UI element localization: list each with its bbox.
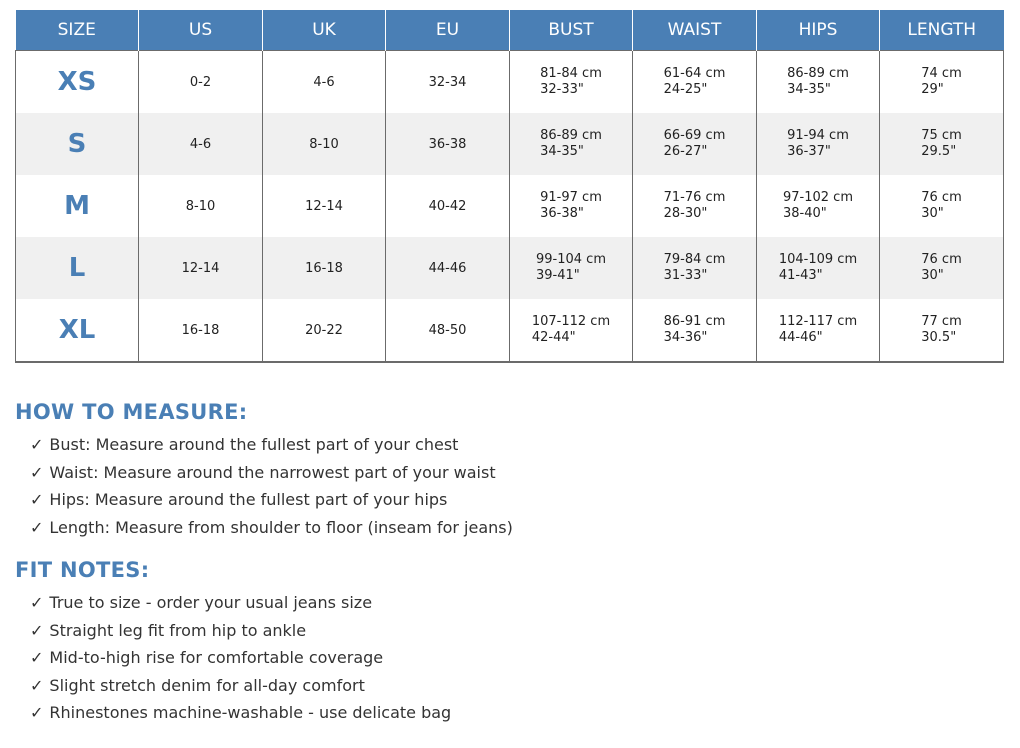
length-cell [880, 237, 1004, 299]
waist-inches: 28-30" [663, 206, 708, 221]
hips-inches: 36-37" [787, 144, 831, 159]
header-uk: UK [263, 10, 386, 51]
waist-cm: 61-64 cm [663, 66, 726, 81]
size-chart-table [15, 10, 1004, 363]
length-cm: 77 cm [921, 314, 962, 329]
waist-measurement [664, 314, 726, 346]
bust-inches: 42-44" [531, 330, 576, 345]
check-icon: ✓ [30, 517, 44, 537]
size-label: XL [16, 299, 139, 362]
bust-inches: 32-33" [540, 82, 584, 97]
uk-size: 12-14 [263, 175, 386, 237]
check-icon: ✓ [30, 490, 44, 509]
list-item-text: Length: Measure from shoulder to floor (inseam for jeans) [49, 517, 513, 537]
hips-inches: 34-35" [787, 82, 831, 97]
list-item [30, 514, 513, 542]
length-measurement [921, 190, 962, 222]
hips-measurement [779, 314, 857, 346]
bust-cell [510, 113, 633, 175]
bust-cm: 86-89 cm [540, 128, 602, 143]
uk-size: 16-18 [263, 237, 386, 299]
waist-inches: 34-36" [663, 330, 708, 345]
us-size: 4-6 [139, 113, 263, 175]
eu-size: 32-34 [386, 51, 510, 114]
waist-cm: 86-91 cm [663, 314, 726, 329]
header-length: LENGTH [880, 10, 1004, 51]
bust-cell [510, 175, 633, 237]
hips-measurement [783, 190, 853, 222]
bust-measurement [540, 66, 602, 98]
hips-cm: 104-109 cm [778, 252, 858, 267]
eu-size: 40-42 [386, 175, 510, 237]
hips-measurement [787, 128, 849, 160]
length-inches: 29" [921, 82, 944, 97]
bust-measurement [540, 190, 602, 222]
waist-cell [633, 237, 757, 299]
list-item-text: Waist: Measure around the narrowest part of your waist [49, 462, 496, 482]
table-row [16, 113, 1004, 175]
waist-inches: 26-27" [663, 144, 708, 159]
check-icon: ✓ [30, 435, 44, 454]
bust-cm: 99-104 cm [536, 252, 606, 267]
table-row [16, 175, 1004, 237]
list-item [30, 699, 451, 727]
list-item-text: Hips: Measure around the fullest part of your hips [49, 490, 448, 509]
us-size: 8-10 [139, 175, 263, 237]
size-label: XS [16, 51, 139, 114]
length-measurement [921, 252, 962, 284]
length-cm: 75 cm [921, 128, 962, 143]
list-item-text: Mid-to-high rise for comfortable coverage [49, 648, 384, 667]
waist-measurement [664, 252, 726, 284]
waist-inches: 24-25" [663, 82, 708, 97]
hips-cm: 86-89 cm [787, 66, 849, 81]
eu-size: 36-38 [386, 113, 510, 175]
waist-cm: 71-76 cm [663, 190, 726, 205]
check-icon: ✓ [30, 620, 44, 640]
hips-cell [757, 175, 880, 237]
waist-measurement [664, 66, 726, 98]
waist-cm: 66-69 cm [663, 128, 726, 143]
hips-cm: 97-102 cm [783, 190, 853, 205]
us-size: 0-2 [139, 51, 263, 114]
length-cm: 74 cm [921, 66, 962, 81]
length-inches: 29.5" [921, 144, 957, 159]
bust-measurement [536, 252, 606, 284]
bust-measurement [532, 314, 610, 346]
header-hips: HIPS [757, 10, 880, 51]
fit-notes-list [30, 589, 451, 727]
length-measurement [921, 314, 962, 346]
uk-size: 20-22 [263, 299, 386, 362]
bust-cm: 81-84 cm [540, 66, 602, 81]
list-item [30, 644, 451, 672]
bust-cell [510, 51, 633, 114]
header-size: SIZE [16, 10, 139, 51]
length-inches: 30.5" [921, 330, 957, 345]
length-cell [880, 113, 1004, 175]
bust-cell [510, 299, 633, 362]
table-row [16, 51, 1004, 114]
bust-cm: 91-97 cm [540, 190, 602, 205]
header-us: US [139, 10, 263, 51]
table-row [16, 299, 1004, 362]
bust-inches: 39-41" [536, 268, 580, 283]
table-row [16, 237, 1004, 299]
waist-inches: 31-33" [663, 268, 708, 283]
bust-cm: 107-112 cm [531, 314, 611, 329]
waist-measurement [664, 128, 726, 160]
hips-inches: 38-40" [783, 206, 827, 221]
list-item-text: Straight leg fit from hip to ankle [49, 620, 307, 640]
bust-inches: 34-35" [540, 144, 584, 159]
length-measurement [921, 66, 962, 98]
bust-measurement [540, 128, 602, 160]
list-item [30, 589, 451, 617]
us-size: 12-14 [139, 237, 263, 299]
hips-cm: 112-117 cm [778, 314, 858, 329]
header-waist: WAIST [633, 10, 757, 51]
uk-size: 4-6 [263, 51, 386, 114]
hips-cell [757, 51, 880, 114]
us-size: 16-18 [139, 299, 263, 362]
waist-cell [633, 113, 757, 175]
list-item-text: True to size - order your usual jeans size [49, 593, 373, 612]
how-to-measure-list [30, 431, 513, 541]
list-item-text: Rhinestones machine-washable - use delicate bag [49, 703, 452, 722]
list-item [30, 617, 451, 645]
size-label: S [16, 113, 139, 175]
list-item [30, 431, 513, 459]
check-icon: ✓ [30, 675, 44, 695]
length-measurement [921, 128, 962, 160]
check-icon: ✓ [30, 703, 44, 722]
fit-notes-title: FIT NOTES: [15, 558, 150, 582]
bust-inches: 36-38" [540, 206, 584, 221]
check-icon: ✓ [30, 648, 44, 667]
header-eu: EU [386, 10, 510, 51]
length-cm: 76 cm [921, 190, 962, 205]
hips-measurement [787, 66, 849, 98]
list-item [30, 672, 451, 700]
list-item-text: Slight stretch denim for all-day comfort [49, 675, 365, 695]
hips-cell [757, 299, 880, 362]
bust-cell [510, 237, 633, 299]
table-header-row [16, 10, 1004, 51]
hips-cell [757, 237, 880, 299]
waist-cm: 79-84 cm [663, 252, 726, 267]
eu-size: 44-46 [386, 237, 510, 299]
waist-cell [633, 51, 757, 114]
eu-size: 48-50 [386, 299, 510, 362]
waist-cell [633, 175, 757, 237]
length-inches: 30" [921, 206, 944, 221]
uk-size: 8-10 [263, 113, 386, 175]
hips-inches: 41-43" [778, 268, 823, 283]
size-label: L [16, 237, 139, 299]
waist-measurement [664, 190, 726, 222]
hips-measurement [779, 252, 857, 284]
hips-inches: 44-46" [778, 330, 823, 345]
list-item-text: Bust: Measure around the fullest part of your chest [49, 435, 459, 454]
list-item [30, 486, 513, 514]
length-cm: 76 cm [921, 252, 962, 267]
waist-cell [633, 299, 757, 362]
size-label: M [16, 175, 139, 237]
check-icon: ✓ [30, 462, 44, 482]
list-item [30, 459, 513, 487]
length-cell [880, 175, 1004, 237]
how-to-measure-title: HOW TO MEASURE: [15, 400, 248, 424]
length-cell [880, 51, 1004, 114]
length-inches: 30" [921, 268, 944, 283]
check-icon: ✓ [30, 593, 44, 612]
header-bust: BUST [510, 10, 633, 51]
length-cell [880, 299, 1004, 362]
hips-cell [757, 113, 880, 175]
hips-cm: 91-94 cm [787, 128, 849, 143]
